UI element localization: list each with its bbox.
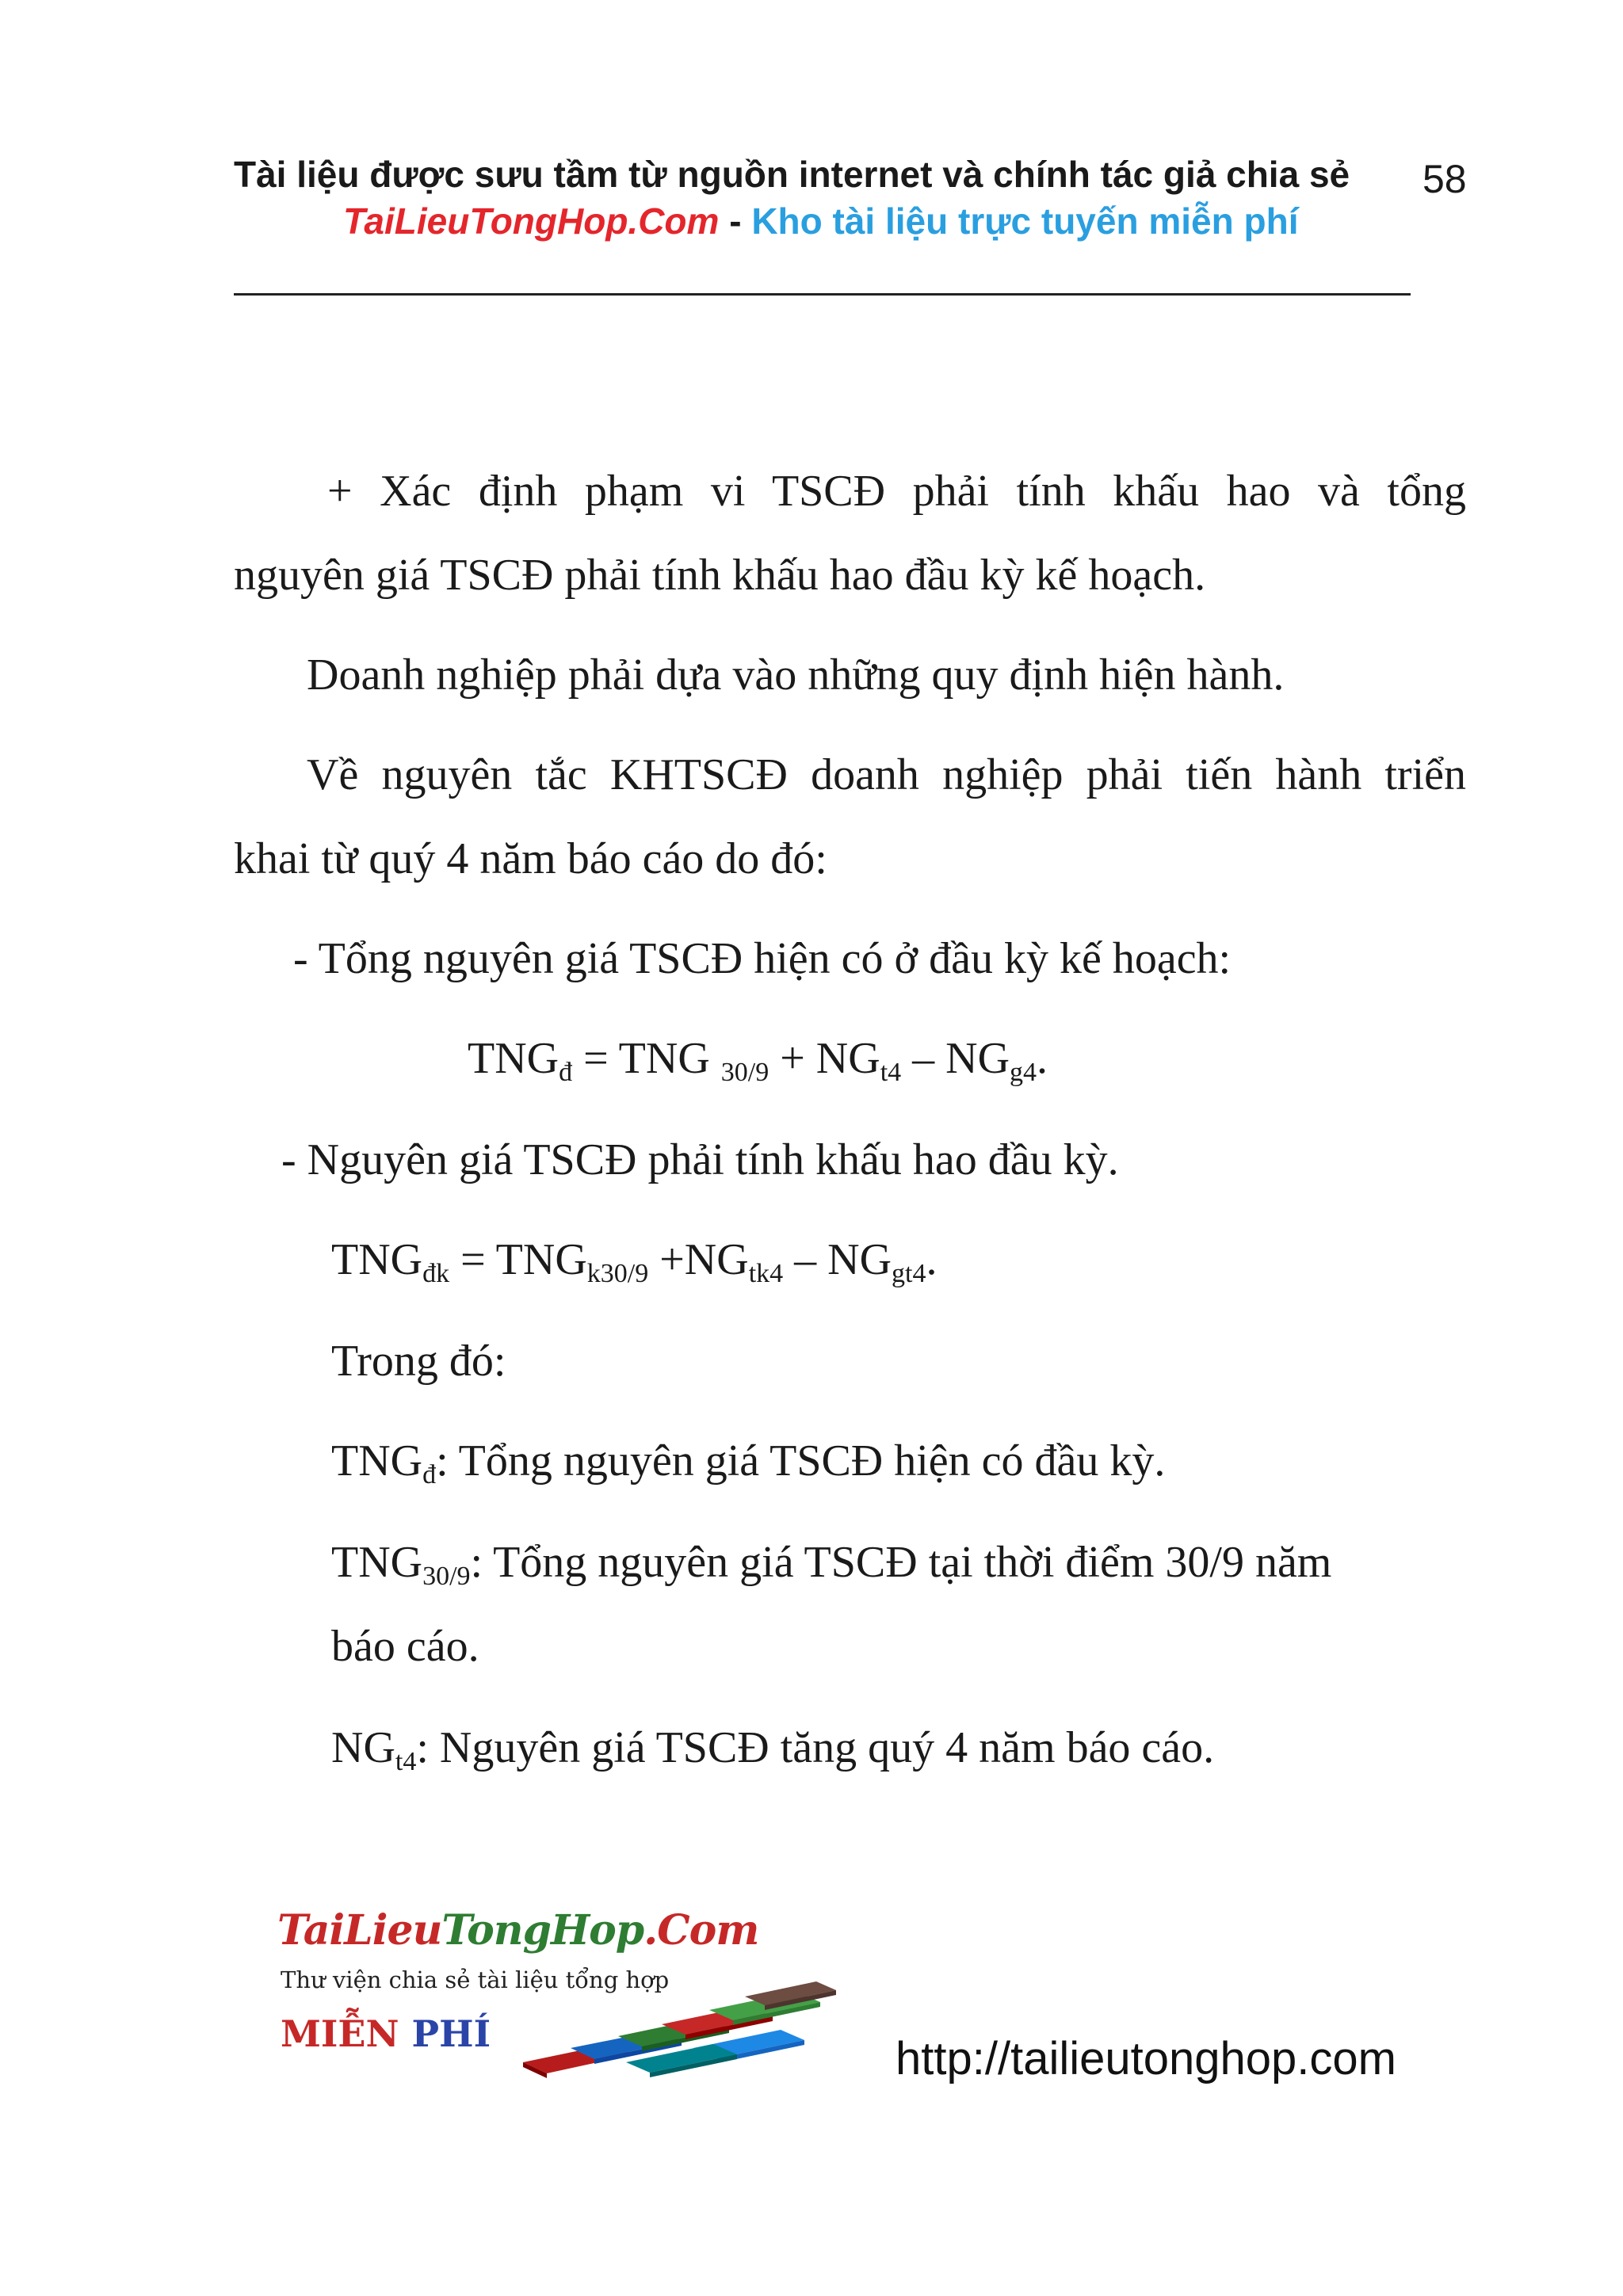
logo-free-label xyxy=(281,2012,491,2055)
formula-2-end: . xyxy=(926,1235,938,1284)
definition-2 xyxy=(331,1537,1332,1591)
formula-1-part-c-sub: t4 xyxy=(880,1058,902,1087)
formula-2-part-d: – NG xyxy=(783,1235,892,1284)
paragraph-1-line-1: + Xác định phạm vi TSCĐ phải tính khấu hao và tổng xyxy=(327,467,1466,516)
definition-3-term-sub: t4 xyxy=(395,1747,417,1776)
header-subtitle xyxy=(343,200,1298,242)
formula-2-term-sub: đk xyxy=(422,1259,450,1288)
formula-2-part-d-sub: gt4 xyxy=(892,1259,926,1288)
formula-1-part-c: + NG xyxy=(769,1034,880,1083)
formula-2-term: TNG xyxy=(331,1235,423,1284)
header-separator: - xyxy=(719,200,752,242)
definition-2-text: : Tổng nguyên giá TSCĐ tại thời điểm 30/9 năm xyxy=(470,1538,1332,1587)
paragraph-1-line-2: nguyên giá TSCĐ phải tính khấu hao đầu kỳ kế hoạch. xyxy=(234,551,1206,600)
formula-1-part-b: = TNG xyxy=(572,1034,721,1083)
site-name-link[interactable]: TaiLieuTongHop.Com xyxy=(343,200,720,242)
header-tagline: Kho tài liệu trực tuyến miễn phí xyxy=(751,200,1299,242)
definition-2-term: TNG xyxy=(331,1538,423,1587)
paragraph-3-line-2: khai từ quý 4 năm báo cáo do đó: xyxy=(234,834,827,883)
header-divider xyxy=(234,293,1411,296)
definition-1-term-sub: đ xyxy=(422,1460,437,1489)
formula-2-part-c-sub: tk4 xyxy=(748,1259,784,1288)
logo-free-word-2: PHÍ xyxy=(399,2012,491,2055)
definition-2-continuation: báo cáo. xyxy=(331,1622,479,1671)
logo-free-word-1: MIỄN xyxy=(281,2012,399,2055)
logo-title-part-1: TaiLieu xyxy=(277,1906,442,1955)
formula-1 xyxy=(468,1033,1048,1087)
formula-1-part-d-sub: g4 xyxy=(1010,1058,1037,1087)
definition-3-text: : Nguyên giá TSCĐ tăng quý 4 năm báo cáo. xyxy=(416,1723,1215,1772)
formula-1-term-sub: đ xyxy=(559,1058,573,1087)
definition-1-text: : Tổng nguyên giá TSCĐ hiện có đầu kỳ. xyxy=(436,1436,1166,1486)
bullet-1: - Tổng nguyên giá TSCĐ hiện có ở đầu kỳ kế hoạch: xyxy=(293,934,1232,983)
page-number: 58 xyxy=(1423,157,1467,201)
footer-url-link[interactable]: http://tailieutonghop.com xyxy=(896,2033,1396,2084)
logo-title xyxy=(277,1906,758,1955)
formula-2-part-b-sub: k30/9 xyxy=(586,1259,649,1288)
paragraph-2: Doanh nghiệp phải dựa vào những quy định hiện hành. xyxy=(307,650,1285,700)
definition-3-term: NG xyxy=(331,1723,395,1772)
formula-2 xyxy=(331,1234,938,1288)
header-title: Tài liệu được sưu tầm từ nguồn internet và chính tác giả chia sẻ xyxy=(234,154,1350,195)
definition-3 xyxy=(331,1722,1215,1776)
formula-1-part-d: – NG xyxy=(901,1034,1010,1083)
definition-1-term: TNG xyxy=(331,1436,423,1486)
paragraph-3-line-1: Về nguyên tắc KHTSCĐ doanh nghiệp phải tiến hành triển xyxy=(307,750,1466,799)
definition-1 xyxy=(331,1436,1166,1489)
site-logo[interactable] xyxy=(277,1901,880,2084)
logo-title-part-2: TongHop xyxy=(441,1906,644,1955)
formula-1-end: . xyxy=(1037,1034,1048,1083)
formula-2-part-c: +NG xyxy=(648,1235,749,1284)
formula-1-term: TNG xyxy=(468,1034,559,1083)
logo-title-part-3: .Com xyxy=(643,1906,759,1955)
formula-1-part-b-sub: 30/9 xyxy=(720,1058,769,1087)
books-stack-icon xyxy=(515,1969,848,2080)
bullet-2: - Nguyên giá TSCĐ phải tính khấu hao đầu kỳ. xyxy=(281,1135,1119,1184)
definition-2-term-sub: 30/9 xyxy=(422,1562,471,1591)
formula-2-part-b: = TNG xyxy=(449,1235,587,1284)
logo-subtitle: Thư viện chia sẻ tài liệu tổng hợp xyxy=(281,1966,670,1993)
where-label: Trong đó: xyxy=(331,1337,506,1386)
